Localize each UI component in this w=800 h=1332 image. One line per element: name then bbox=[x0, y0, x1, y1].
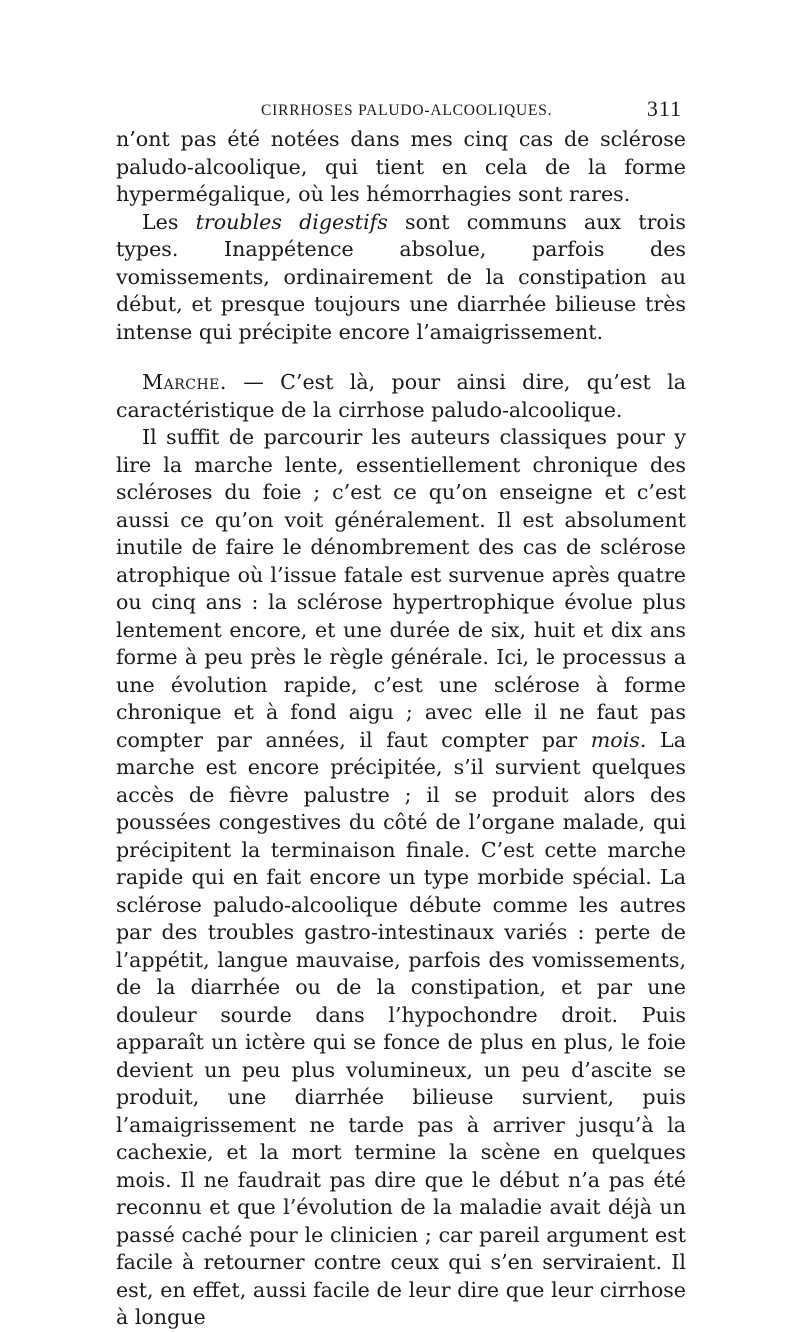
paragraph-continued bbox=[116, 126, 686, 209]
body-text bbox=[116, 126, 686, 1332]
paragraph-text: La marche est encore précipitée, s’il survient quelques accès de fièvre palustre ; il se produit alors des poussées congestives du côté de l’organe malade, qui précipitent la terminaison finale. C’est cette marche rapide qui en fait encore un type morbide spécial. La sclérose paludo-alcoolique débute comme les autres par des troubles gastro-intestinaux variés : perte de l’appétit, langue mauvaise, parfois des vomissements, de la diarrhée ou de la constipation, et par une douleur sourde dans l’hypochondre droit. Puis apparaît un ictère qui se fonce de plus en plus, le foie devient un peu plus volumineux, un peu d’ascite se produit, une diarrhée bilieuse survient, puis l’amaigrissement ne tarde pas à arriver jusqu’à la cachexie, et la mort termine la scène en quelques mois. Il ne faudrait pas dire que le début n’a pas été reconnu et que l’évolution de la maladie avait déjà un passé caché pour le clinicien ; car pareil argument est facile à retourner contre ceux qui s’en serviraient. Il est, en effet, aussi facile de leur dire que leur cirrhose à longue bbox=[116, 727, 686, 1329]
section-heading-marche: Marche. bbox=[142, 370, 227, 394]
paragraph-text: Les bbox=[142, 209, 196, 234]
paragraph-evolution bbox=[116, 424, 686, 1332]
running-head bbox=[116, 96, 686, 126]
paragraph-text: Il suffit de parcourir les auteurs classiques pour y lire la marche lente, essentiellement chronique des scléroses du foie ; c’est ce qu’on enseigne et c’est aussi ce qu’on voit généralement. Il est absolument inutile de faire le dénombrement des cas de sclérose atrophique où l’issue fatale est survenue après quatre ou cinq ans : la sclérose hypertrophique évolue plus lentement encore, et une durée de six, huit et dix ans forme à peu près le règle générale. Ici, le processus a une évolution rapide, c’est une sclérose à forme chronique et à fond aigu ; avec elle il ne faut pas compter par années, il faut compter par bbox=[116, 425, 686, 752]
emphasis-troubles-digestifs: troubles digestifs bbox=[195, 209, 388, 234]
paragraph-troubles-digestifs bbox=[116, 209, 686, 347]
paragraph-marche bbox=[116, 369, 686, 424]
book-page bbox=[116, 96, 686, 1332]
emphasis-mois: mois. bbox=[590, 727, 647, 752]
running-title: CIRRHOSES PALUDO-ALCOOLIQUES. bbox=[261, 102, 553, 119]
paragraph-text: n’ont pas été notées dans mes cinq cas de sclérose paludo-alcoolique, qui tient en cela de la forme hypermégalique, où les hémorrhagies sont rares. bbox=[116, 127, 686, 206]
paragraph-text: sont communs aux trois types. Inappétence absolue, parfois des vomissements, ordinairement de la constipation au début, et presque toujours une diarrhée bilieuse très intense qui précipite encore l’amaigrissement. bbox=[116, 209, 686, 344]
paragraph-text: — C’est là, pour ainsi dire, qu’est la caractéristique de la cirrhose paludo-alcoolique. bbox=[116, 370, 686, 422]
page-number: 311 bbox=[646, 96, 682, 121]
